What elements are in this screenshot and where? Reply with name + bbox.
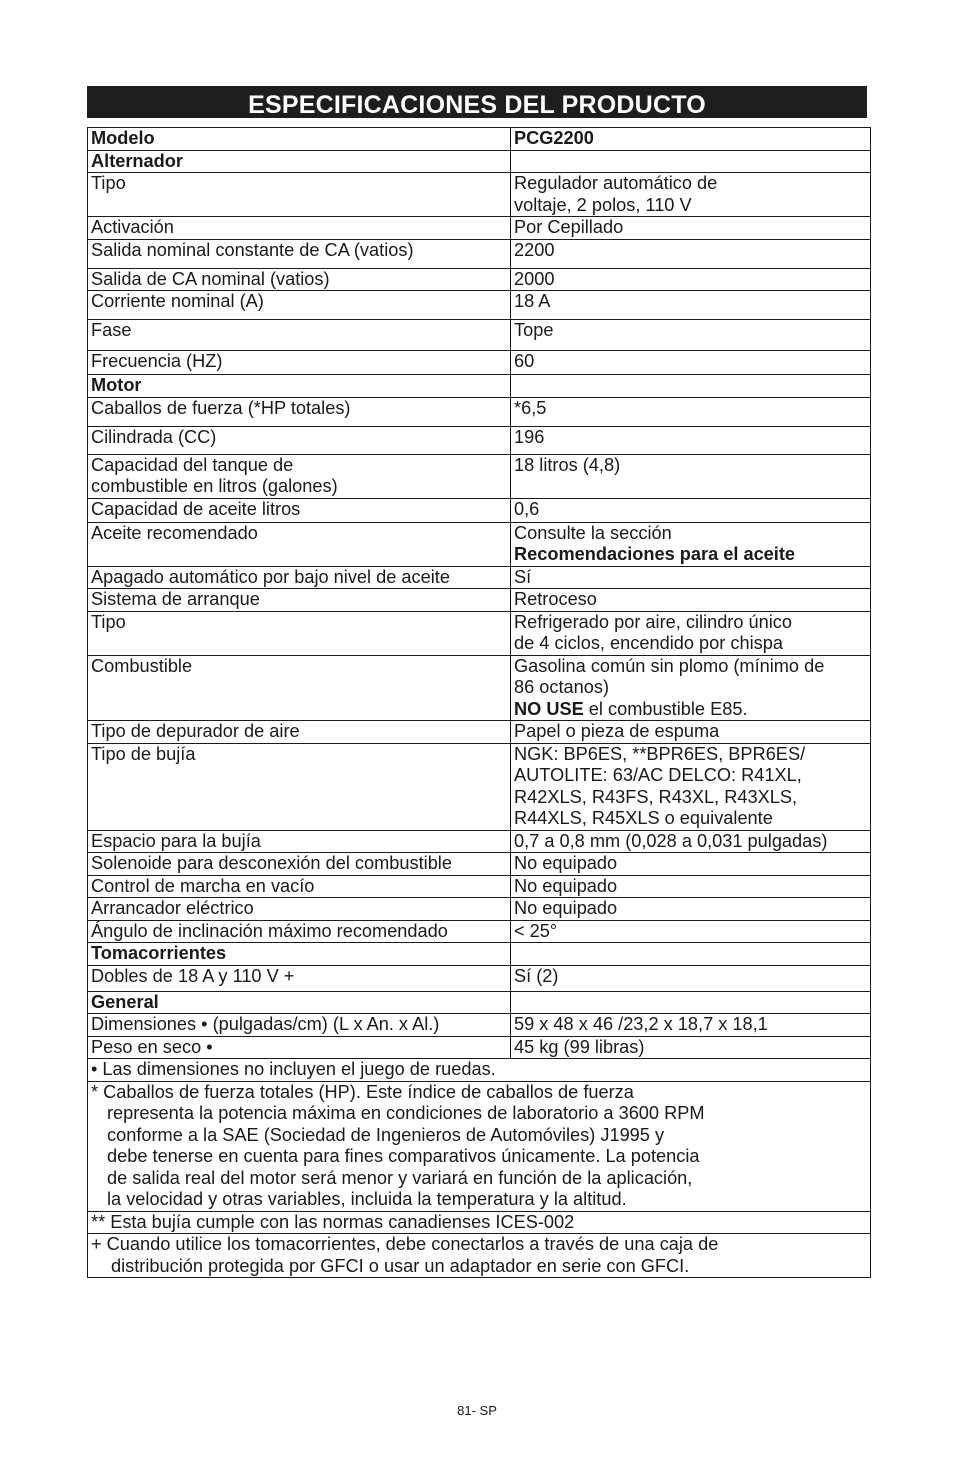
row-label: Caballos de fuerza (*HP totales) <box>88 397 511 426</box>
note-line: debe tenerse en cuenta para fines comparativos únicamente. La potencia <box>107 1146 700 1166</box>
value-line: NGK: BP6ES, **BPR6ES, BPR6ES/ <box>514 743 806 764</box>
spec-table <box>87 127 871 1278</box>
row-label: Solenoide para desconexión del combustible <box>88 853 511 876</box>
table-row <box>88 522 871 566</box>
row-label: Corriente nominal (A) <box>88 291 511 320</box>
table-row <box>88 268 871 291</box>
table-row <box>88 655 871 721</box>
row-value: 196 <box>511 426 871 454</box>
value-line: Gasolina común sin plomo (mínimo de <box>514 655 825 676</box>
row-label: Control de marcha en vacío <box>88 875 511 898</box>
row-label: Modelo <box>88 128 511 151</box>
page-number: 81- SP <box>457 1403 497 1418</box>
row-label: Tipo <box>88 173 511 217</box>
note-row <box>88 1081 871 1211</box>
row-value: *6,5 <box>511 397 871 426</box>
value-text: el combustible E85. <box>583 698 748 719</box>
note-line: conforme a la SAE (Sociedad de Ingenieros de Automóviles) J1995 y <box>107 1124 665 1145</box>
row-label: Espacio para la bujía <box>88 830 511 853</box>
row-value: Tope <box>511 320 871 351</box>
note-row <box>88 1059 871 1082</box>
row-value: 2200 <box>511 239 871 268</box>
warning-text: NO USE <box>514 698 584 719</box>
row-label: Capacidad de aceite litros <box>88 498 511 522</box>
note-line: + Cuando utilice los tomacorrientes, debe conectarlos a través de una caja de <box>91 1234 719 1254</box>
note-spark-plug: ** Esta bujía cumple con las normas canadienses ICES-002 <box>88 1211 871 1234</box>
empty-cell <box>511 150 871 173</box>
value-line: R42XLS, R43FS, R43XL, R43XLS, <box>514 786 798 807</box>
row-value: 45 kg (99 libras) <box>511 1036 871 1059</box>
row-label: Ángulo de inclinación máximo recomendado <box>88 920 511 943</box>
note-line: la velocidad y otras variables, incluida la temperatura y la altitud. <box>107 1189 627 1209</box>
table-row <box>88 217 871 240</box>
row-value: Sí <box>511 566 871 589</box>
section-label: Motor <box>88 375 511 398</box>
note-gfci <box>88 1234 871 1278</box>
value-line: Consulte la sección <box>514 522 672 543</box>
table-row <box>88 589 871 612</box>
row-value <box>511 173 871 217</box>
row-value: No equipado <box>511 853 871 876</box>
row-label: Salida nominal constante de CA (vatios) <box>88 239 511 268</box>
table-row <box>88 397 871 426</box>
value-line: Refrigerado por aire, cilindro único <box>514 611 793 632</box>
table-row <box>88 239 871 268</box>
table-row <box>88 611 871 655</box>
table-row <box>88 1036 871 1059</box>
row-value: < 25° <box>511 920 871 943</box>
section-label: General <box>88 991 511 1014</box>
row-value <box>511 611 871 655</box>
table-row <box>88 498 871 522</box>
row-value <box>511 655 871 721</box>
row-value <box>511 743 871 830</box>
value-line: voltaje, 2 polos, 110 V <box>514 194 692 215</box>
row-value: 18 A <box>511 291 871 320</box>
table-row <box>88 721 871 744</box>
row-value: No equipado <box>511 898 871 921</box>
row-label: Peso en seco • <box>88 1036 511 1059</box>
note-horsepower <box>88 1081 871 1211</box>
section-header-row <box>88 943 871 966</box>
row-value: PCG2200 <box>511 128 871 151</box>
empty-cell <box>511 943 871 966</box>
row-value: Sí (2) <box>511 965 871 991</box>
row-value: 59 x 48 x 46 /23,2 x 18,7 x 18,1 <box>511 1014 871 1037</box>
label-line: combustible en litros (galones) <box>91 476 338 496</box>
label-line: Capacidad del tanque de <box>91 454 294 475</box>
row-label: Tipo <box>88 611 511 655</box>
section-header-row <box>88 375 871 398</box>
value-line: de 4 ciclos, encendido por chispa <box>514 633 783 653</box>
table-row <box>88 830 871 853</box>
row-label: Apagado automático por bajo nivel de aceite <box>88 566 511 589</box>
table-row <box>88 454 871 498</box>
row-label: Tipo de bujía <box>88 743 511 830</box>
note-row <box>88 1211 871 1234</box>
row-value: Papel o pieza de espuma <box>511 721 871 744</box>
empty-cell <box>511 991 871 1014</box>
note-row <box>88 1234 871 1278</box>
section-label: Alternador <box>88 150 511 173</box>
row-value: Retroceso <box>511 589 871 612</box>
row-label: Activación <box>88 217 511 240</box>
row-value: 18 litros (4,8) <box>511 454 871 498</box>
table-row <box>88 291 871 320</box>
note-line: de salida real del motor será menor y variará en función de la aplicación, <box>107 1167 693 1188</box>
table-row <box>88 426 871 454</box>
table-row <box>88 173 871 217</box>
table-row <box>88 875 871 898</box>
value-line: R44XLS, R45XLS o equivalente <box>514 808 773 828</box>
row-label: Dobles de 18 A y 110 V + <box>88 965 511 991</box>
empty-cell <box>511 375 871 398</box>
row-label: Frecuencia (HZ) <box>88 351 511 375</box>
value-line <box>514 699 867 721</box>
section-header-row <box>88 150 871 173</box>
note-line: representa la potencia máxima en condiciones de laboratorio a 3600 RPM <box>107 1103 705 1123</box>
note-line: * Caballos de fuerza totales (HP). Este índice de caballos de fuerza <box>91 1081 634 1102</box>
section-header-row <box>88 991 871 1014</box>
value-line: AUTOLITE: 63/AC DELCO: R41XL, <box>514 765 802 785</box>
note-line: distribución protegida por GFCI o usar un adaptador en serie con GFCI. <box>111 1255 690 1276</box>
row-label: Combustible <box>88 655 511 721</box>
row-value: Por Cepillado <box>511 217 871 240</box>
table-row <box>88 920 871 943</box>
value-line: 86 octanos) <box>514 677 610 697</box>
row-label: Dimensiones • (pulgadas/cm) (L x An. x Al.) <box>88 1014 511 1037</box>
row-value: 0,6 <box>511 498 871 522</box>
table-row <box>88 320 871 351</box>
row-value: 0,7 a 0,8 mm (0,028 a 0,031 pulgadas) <box>511 830 871 853</box>
row-label <box>88 454 511 498</box>
row-label: Sistema de arranque <box>88 589 511 612</box>
row-value: 60 <box>511 351 871 375</box>
page-title: ESPECIFICACIONES DEL PRODUCTO <box>87 86 867 118</box>
row-label: Cilindrada (CC) <box>88 426 511 454</box>
table-row <box>88 898 871 921</box>
section-label: Tomacorrientes <box>88 943 511 966</box>
row-label: Tipo de depurador de aire <box>88 721 511 744</box>
table-row <box>88 743 871 830</box>
row-label: Fase <box>88 320 511 351</box>
row-value: 2000 <box>511 268 871 291</box>
row-value <box>511 522 871 566</box>
row-value: No equipado <box>511 875 871 898</box>
table-row <box>88 965 871 991</box>
table-row <box>88 351 871 375</box>
table-row <box>88 853 871 876</box>
value-line: Regulador automático de <box>514 173 718 193</box>
table-row <box>88 1014 871 1037</box>
note-dimensions: • Las dimensiones no incluyen el juego de ruedas. <box>88 1059 871 1082</box>
value-line-bold: Recomendaciones para el aceite <box>514 544 796 564</box>
table-row <box>88 566 871 589</box>
row-label: Arrancador eléctrico <box>88 898 511 921</box>
row-label: Aceite recomendado <box>88 522 511 566</box>
table-row <box>88 128 871 151</box>
row-label: Salida de CA nominal (vatios) <box>88 268 511 291</box>
